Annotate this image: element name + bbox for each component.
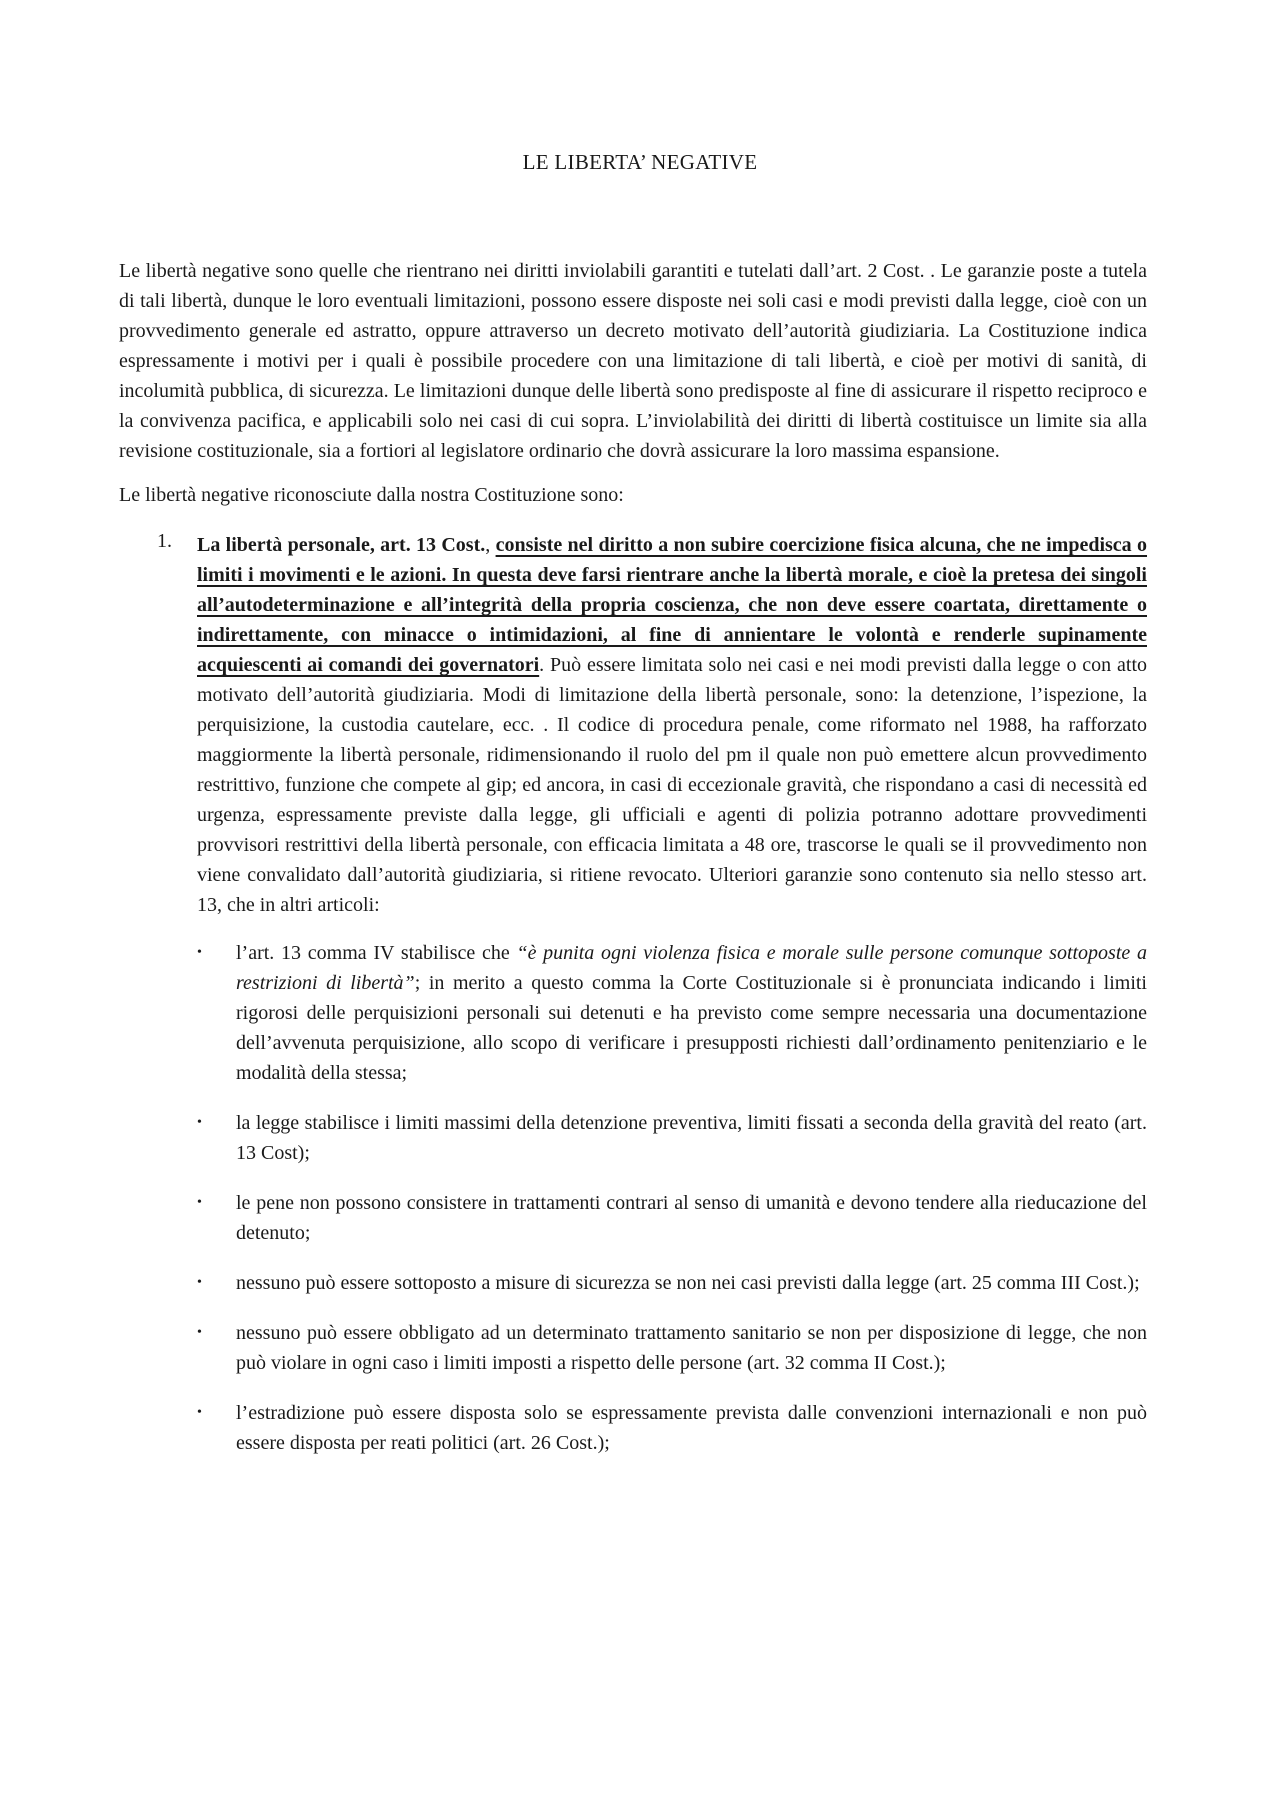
- bullet-text: nessuno può essere obbligato ad un determinato trattamento sanitario se non per disposizione di legge, che non può violare in ogni caso i limiti imposti a rispetto delle persone (art. 32 comma II Cost.);: [236, 1322, 1147, 1374]
- bullet-text: la legge stabilisce i limiti massimi della detenzione preventiva, limiti fissati a seconda della gravità del reato (art. 13 Cost);: [236, 1112, 1147, 1164]
- item-underlined-definition: consiste nel diritto a non subire coercizione fisica alcuna, che ne impedisca o limiti i movimenti e le azioni. In questa deve farsi rientrare anche la libertà morale, e cioè la pretesa dei singoli all’autodeterminazione e all’integrità della propria coscienza, che non deve essere coartata, direttamente o indirettamente, con minacce o intimidazioni, al fine di annientare le volontà e renderle supinamente acquiescenti ai comandi dei governatori: [197, 534, 1148, 676]
- list-number: 1.: [157, 530, 172, 552]
- item-heading: La libertà personale, art. 13 Cost.: [197, 534, 486, 556]
- bullet-icon: •: [197, 1275, 202, 1290]
- bullet-icon: •: [197, 1405, 202, 1420]
- item-comma: ,: [485, 534, 496, 556]
- list-item: [197, 938, 1147, 1088]
- numbered-list: [119, 530, 1147, 1458]
- list-item: [197, 1268, 1147, 1298]
- list-item: [197, 1398, 1147, 1458]
- bullet-text: l’art. 13 comma IV stabilisce che: [236, 942, 517, 964]
- bullet-icon: •: [197, 1325, 202, 1340]
- list-item: [197, 1188, 1147, 1248]
- bullet-text-continued: ; in merito a questo comma la Corte Costituzionale si è pronunciata indicando i limiti rigorosi delle perquisizioni personali sui detenuti e ha previsto come sempre necessaria una documentazione dell’avvenuta perquisizione, allo scopo di verificare i presupposti richiesti dall’ordinamento penitenziario e le modalità della stessa;: [236, 972, 1147, 1084]
- list-item-personal-liberty: [119, 530, 1147, 1458]
- bullet-icon: •: [197, 945, 202, 960]
- list-intro: Le libertà negative riconosciute dalla nostra Costituzione sono:: [119, 484, 624, 506]
- list-item: [197, 1318, 1147, 1378]
- bullet-icon: •: [197, 1195, 202, 1210]
- bullet-text: le pene non possono consistere in trattamenti contrari al senso di umanità e devono tendere alla rieducazione del detenuto;: [236, 1192, 1147, 1244]
- bullet-list: [197, 938, 1147, 1458]
- document-title: LE LIBERTA’ NEGATIVE: [522, 150, 758, 174]
- item-body: . Può essere limitata solo nei casi e nei modi previsti dalla legge o con atto motivato dell’autorità giudiziaria. Modi di limitazione della libertà personale, sono: la detenzione, l’ispezione, la perquisizione, la custodia cautelare, ecc. . Il codice di procedura penale, come riformato nel 1988, ha rafforzato maggiormente la libertà personale, ridimensionando il ruolo del pm il quale non può emettere alcun provvedimento restrittivo, funzione che compete al gip; ed ancora, in casi di eccezionale gravità, che rispondano a casi di necessità ed urgenza, espressamente previste dalla legge, gli ufficiali e agenti di polizia potranno adottare provvedimenti provvisori restrittivi della libertà personale, con efficacia limitata a 48 ore, trascorse le quali se il provvedimento non viene convalidato dall’autorità giudiziaria, si ritiene revocato. Ulteriori garanzie sono contenuto sia nello stesso art. 13, che in altri articoli:: [197, 654, 1147, 916]
- bullet-icon: •: [197, 1115, 202, 1130]
- list-item: [197, 1108, 1147, 1168]
- bullet-text: nessuno può essere sottoposto a misure di sicurezza se non nei casi previsti dalla legge (art. 25 comma III Cost.);: [236, 1272, 1140, 1294]
- intro-paragraph: Le libertà negative sono quelle che rientrano nei diritti inviolabili garantiti e tutelati dall’art. 2 Cost. . Le garanzie poste a tutela di tali libertà, dunque le loro eventuali limitazioni, possono essere disposte nei soli casi e modi previsti dalla legge, cioè con un provvedimento generale ed astratto, oppure attraverso un decreto motivato dell’autorità giudiziaria. La Costituzione indica espressamente i motivi per i quali è possibile procedere con una limitazione di tali libertà, e cioè per motivi di sanità, di incolumità pubblica, di sicurezza. Le limitazioni dunque delle libertà sono predisposte al fine di assicurare il rispetto reciproco e la convivenza pacifica, e applicabili solo nei casi di cui sopra. L’inviolabilità dei diritti di libertà costituisce un limite sia alla revisione costituzionale, sia a fortiori al legislatore ordinario che dovrà assicurare la loro massima espansione.: [119, 260, 1147, 462]
- document-body: [119, 256, 1147, 1478]
- bullet-quote: “è punita ogni violenza fisica e morale sulle persone comunque sottoposte a restrizioni di libertà”: [236, 942, 1148, 994]
- bullet-text: l’estradizione può essere disposta solo se espressamente prevista dalle convenzioni internazionali e non può essere disposta per reati politici (art. 26 Cost.);: [236, 1402, 1147, 1454]
